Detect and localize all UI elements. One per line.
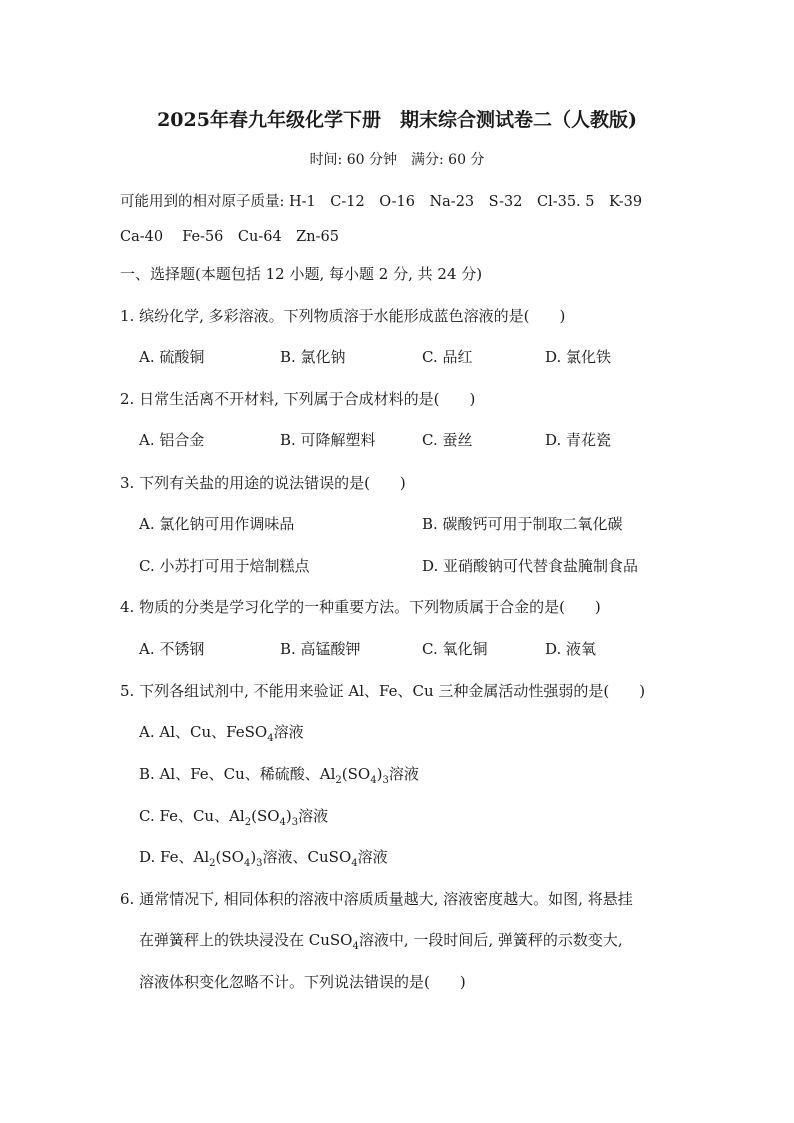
question-5-option-d: D. Fe、$Al_2(SO_4)_3$溶液、CuSO$_4$溶液 [139,848,388,869]
time-and-score: 时间: 60 分钟 满分: 60 分 [309,152,485,168]
question-5-option-b: B. Al、Fe、Cu、稀硫酸、$Al_2(SO_4)_3$溶液 [139,765,419,786]
question-6-line-3: 溶液体积变化忽略不计。下列说法错误的是( ) [139,973,466,991]
question-1-option-b: B. 氯化钠 [280,348,346,366]
atomic-mass-line-2: Ca-40 Fe-56 Cu-64 Zn-65 [120,229,339,245]
question-3-option-c: C. 小苏打可用于焙制糕点 [139,557,310,575]
question-2-option-c: C. 蚕丝 [422,431,473,449]
question-1-option-d: D. 氯化铁 [545,348,612,366]
question-2-option-b: B. 可降解塑料 [280,431,376,449]
question-6-line-2: 在弹簧秤上的铁块浸没在 CuSO$_4$溶液中, 一段时间后, 弹簧秤的示数变大, [139,931,623,952]
question-3-option-b: B. 碳酸钙可用于制取二氧化碳 [422,515,623,533]
question-3-stem: 3. 下列有关盐的用途的说法错误的是( ) [120,474,406,492]
question-3-option-d: D. 亚硝酸钠可代替食盐腌制食品 [422,557,639,575]
exam-title: 2025年春九年级化学下册 期末综合测试卷二（人教版) [157,109,637,131]
question-4-option-d: D. 液氧 [545,640,597,658]
question-1-stem: 1. 缤纷化学, 多彩溶液。下列物质溶于水能形成蓝色溶液的是( ) [120,307,566,325]
question-4-stem: 4. 物质的分类是学习化学的一种重要方法。下列物质属于合金的是( ) [120,598,601,616]
question-6-line-1: 6. 通常情况下, 相同体积的溶液中溶质质量越大, 溶液密度越大。如图, 将悬挂 [120,890,633,908]
section-heading: 一、选择题(本题包括 12 小题, 每小题 2 分, 共 24 分) [120,265,483,283]
question-2-option-d: D. 青花瓷 [545,431,612,449]
question-5-stem: 5. 下列各组试剂中, 不能用来验证 Al、Fe、Cu 三种金属活动性强弱的是( ) [120,682,646,700]
question-4-option-b: B. 高锰酸钾 [280,640,361,658]
question-5-option-a: A. Al、Cu、FeSO$_4$溶液 [139,723,304,744]
question-5-option-c: C. Fe、Cu、$Al_2(SO_4)_3$溶液 [139,807,329,828]
question-3-option-a: A. 氯化钠可用作调味品 [139,515,295,533]
question-2-option-a: A. 铝合金 [139,431,205,449]
question-2-stem: 2. 日常生活离不开材料, 下列属于合成材料的是( ) [120,390,476,408]
question-1-option-c: C. 品红 [422,348,473,366]
question-4-option-a: A. 不锈钢 [139,640,205,658]
question-1-option-a: A. 硫酸铜 [139,348,205,366]
question-4-option-c: C. 氧化铜 [422,640,488,658]
atomic-mass-line-1: 可能用到的相对原子质量: H-1 C-12 O-16 Na-23 S-32 Cl-35. 5 K-39 [120,194,643,210]
